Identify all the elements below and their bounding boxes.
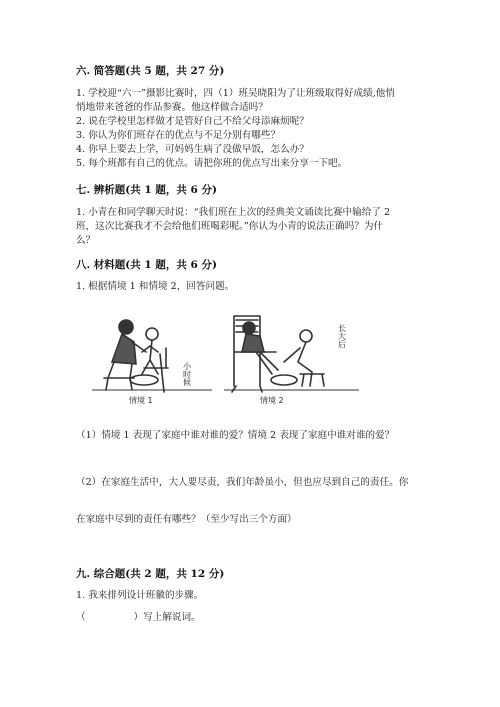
section6-heading: 六. 简答题(共 5 题，共 27 分) xyxy=(76,65,225,77)
section7-line-2: 班，这次比赛我才不会给他们班喝彩呢。”你认为小青的说法正确吗？为什 xyxy=(76,221,384,232)
section9-heading: 九. 综合题(共 2 题，共 12 分) xyxy=(76,568,225,580)
section6-line-1: 1. 学校迎“六一”摄影比赛时，四（1）班吴晓阳为了让班级取得好成绩,他悄 xyxy=(76,88,395,99)
section6-line-5: 4. 你早上要去上学，可妈妈生病了没做早饭，怎么办？ xyxy=(76,144,309,155)
scenario-figure xyxy=(84,312,414,406)
scenario2-side-text: 长大后 xyxy=(337,324,347,348)
section6-line-2: 悄地带来爸爸的作品参赛。他这样做合适吗？ xyxy=(76,102,268,113)
scenario-illustration xyxy=(84,312,414,406)
section9-blank-line[interactable]: （ ）写上解说词。 xyxy=(76,612,201,623)
section8-question-1: （1）情境 1 表现了家庭中谁对谁的爱？情境 2 表现了家庭中谁对谁的爱？ xyxy=(76,430,395,441)
section8-heading: 八. 材料题(共 1 题，共 6 分) xyxy=(76,259,217,271)
scenario1-drawing xyxy=(104,320,168,392)
section7-line-1: 1. 小青在和同学聊天时说：“我们班在上次的经典美文诵读比赛中输给了 2 xyxy=(76,207,391,218)
section9-question-1: 1. 我来排列设计班徽的步骤。 xyxy=(76,590,204,601)
section7-line-3: 么？ xyxy=(76,235,96,246)
scenario2-drawing xyxy=(232,316,324,392)
section7-heading: 七. 辨析题(共 1 题，共 6 分) xyxy=(76,184,217,196)
scenario2-label: 情境 2 xyxy=(260,396,284,405)
section6-line-6: 5. 每个班都有自己的优点。请把你班的优点写出来分享一下吧。 xyxy=(76,158,348,169)
section8-question-2-line-2: 在家庭中尽到的责任有哪些？（至少写出三个方面） xyxy=(76,514,297,525)
scenario1-label: 情境 1 xyxy=(129,396,153,405)
scenario1-side-text: 小时候 xyxy=(182,362,192,386)
section8-intro: 1. 根据情境 1 和情境 2，回答问题。 xyxy=(76,281,235,292)
section6-line-4: 3. 你认为你们班存在的优点与不足分别有哪些？ xyxy=(76,130,281,141)
section6-line-3: 2. 说在学校里怎样做才是管好自己不给父母添麻烦呢？ xyxy=(76,116,309,127)
section8-question-2-line-1: （2）在家庭生活中，大人要尽责，我们年龄虽小，但也应尽到自己的责任。你 xyxy=(76,477,409,488)
